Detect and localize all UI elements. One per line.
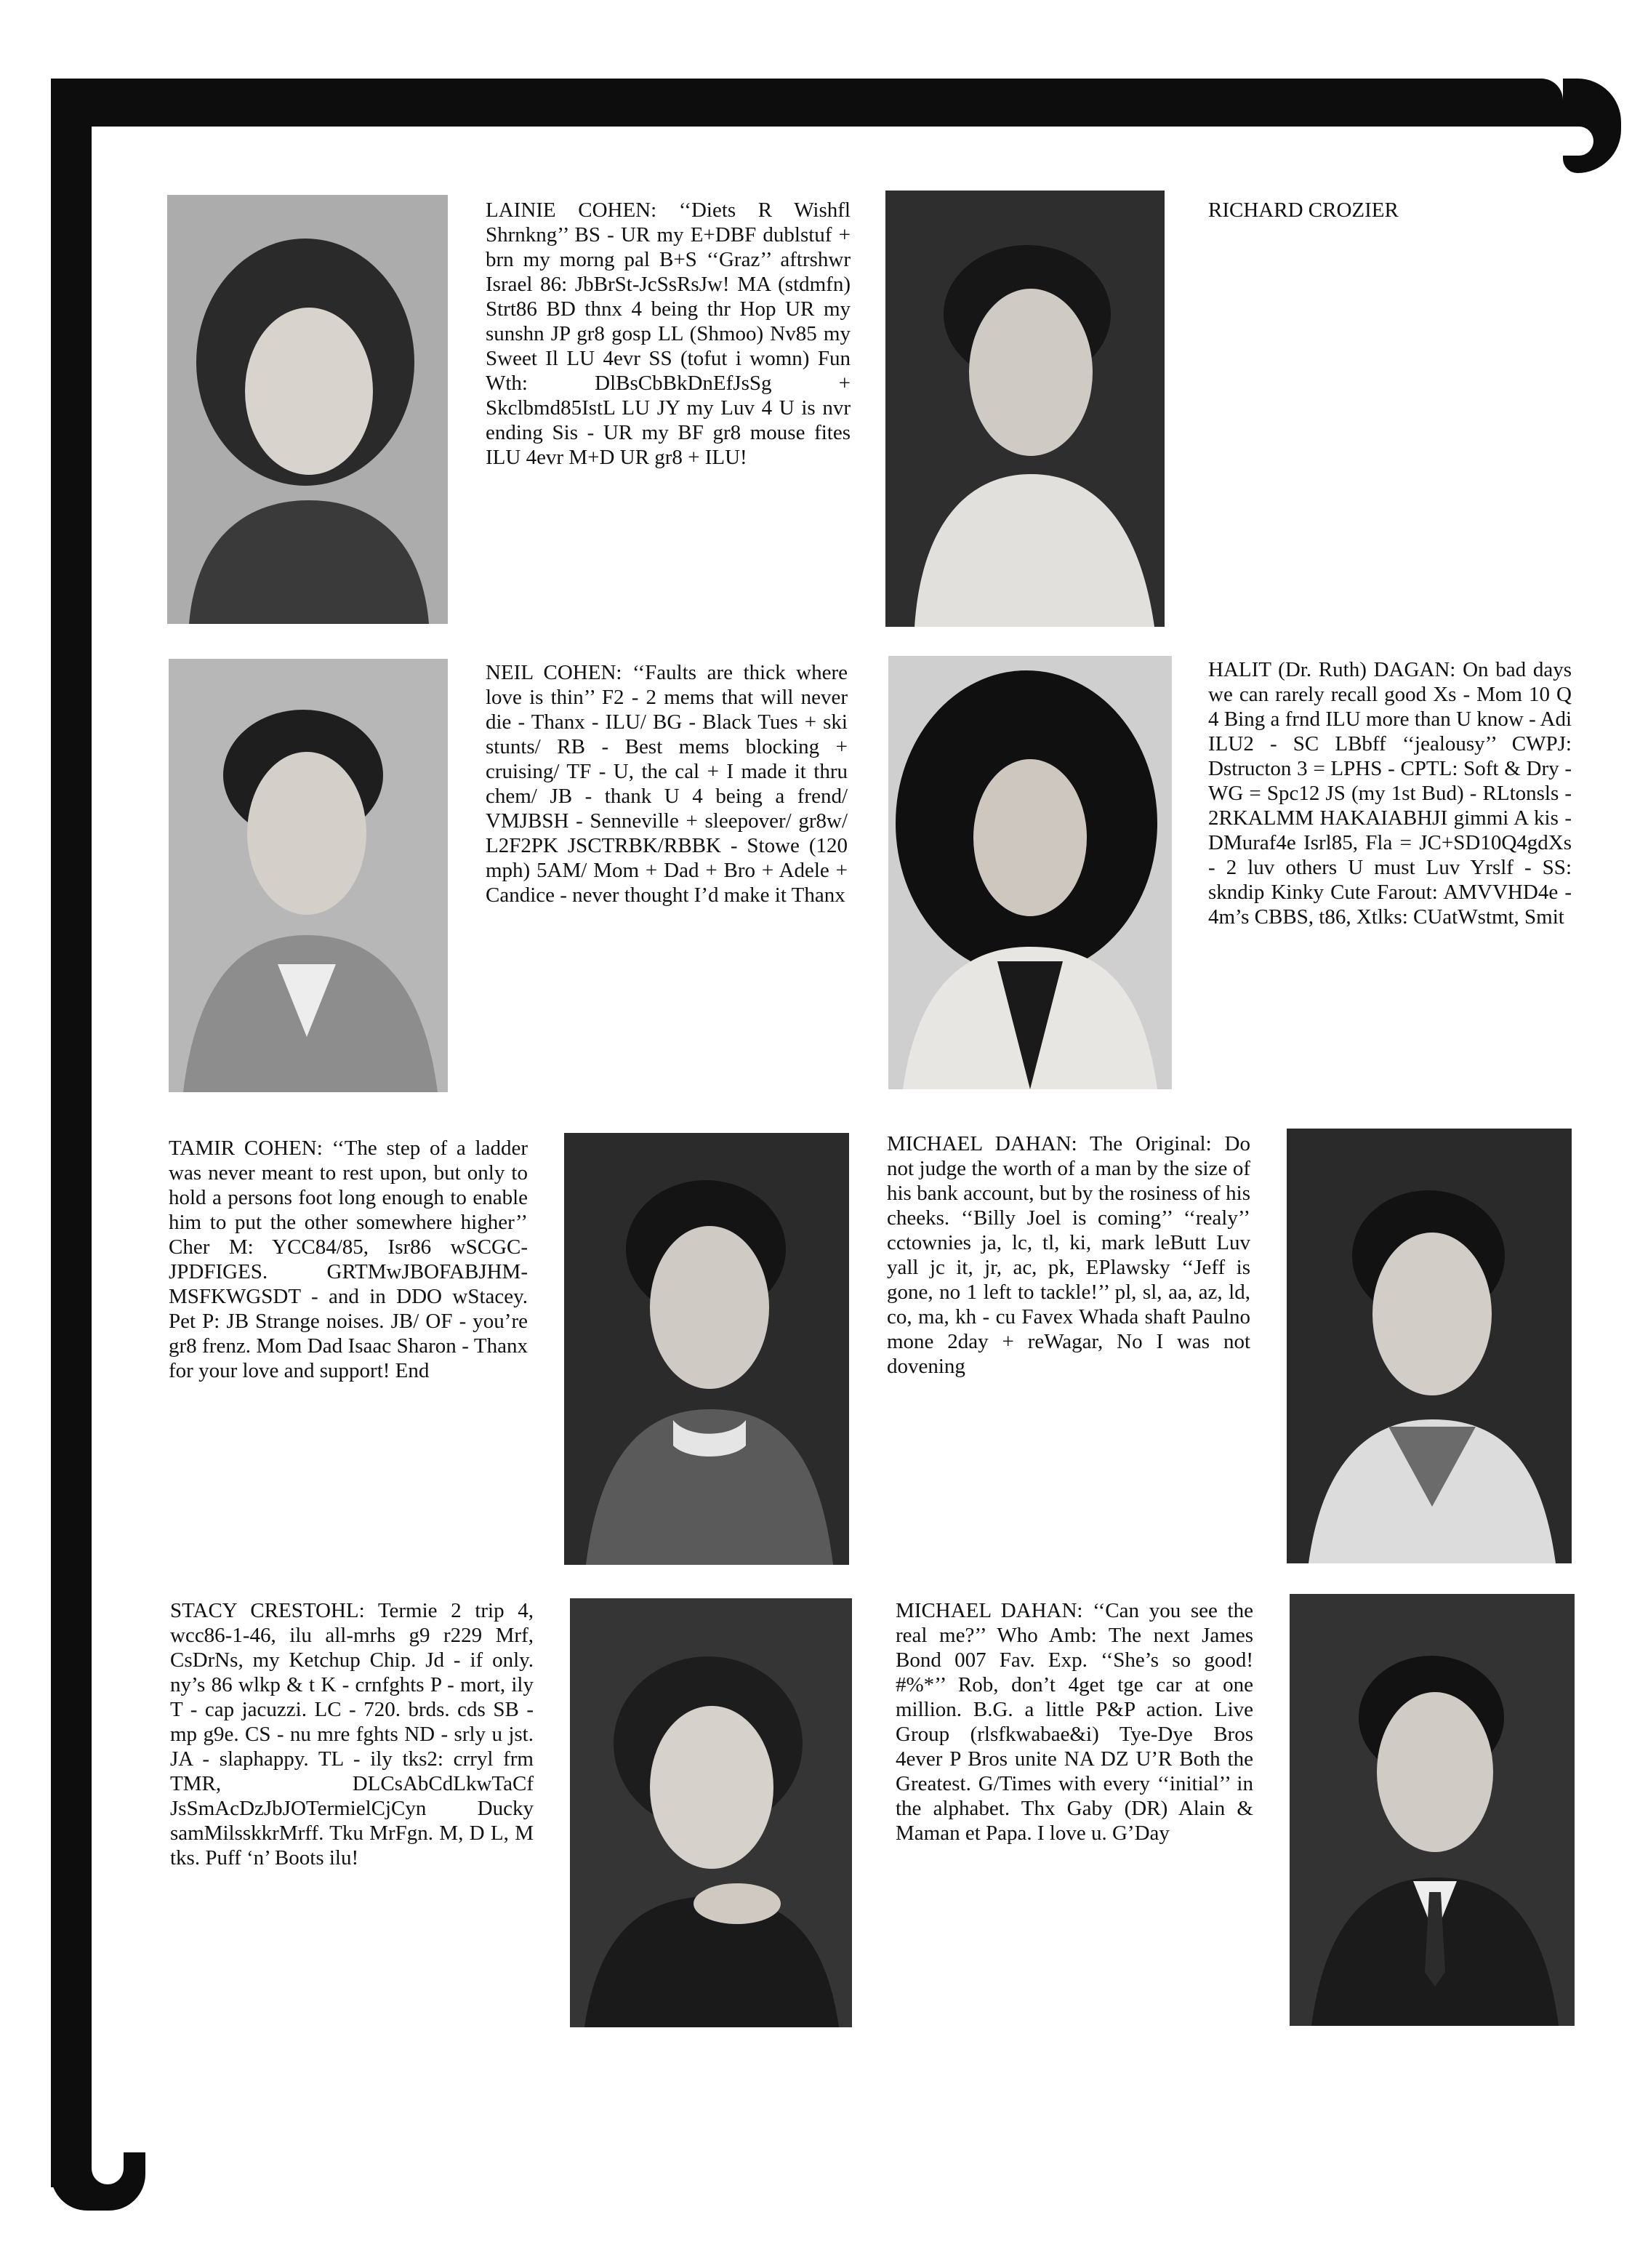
page-frame-hook-top-inner <box>1563 127 1593 156</box>
student-bio-lainie-cohen: LAINIE COHEN: ‘‘Diets R Wishfl Shrnkng’’ BS - UR my E+DBF dublstuf + brn my morng pal B+S ‘‘Graz’’ aftrshwr Israel 86: JbBrSt-JcSsRsJw! MA (stdmfn) Strt86 BD thnx 4 being thr Hop UR my sunshn JP gr8 gosp LL (Shmoo) Nv85 my Sweet Il LU 4evr SS (tofut i womn) Fun Wth: DlBsCbBkDnEfJsSg + Skclbmd85IstL LU JY my Luv 4 U is nvr ending Sis - UR my BF gr8 mouse fites ILU 4evr M+D UR gr8 + ILU! <box>486 199 851 469</box>
portrait-photo-halit-dagan <box>888 656 1172 1089</box>
portrait-photo-michael-dahan-2 <box>1290 1594 1575 2026</box>
page-frame-hook-bottom-inner <box>92 2152 124 2184</box>
student-bio-michael-dahan-2: MICHAEL DAHAN: ‘‘Can you see the real me?’’ Who Amb: The next James Bond 007 Fav. Exp. ‘‘She’s so good! #%*’’ Rob, don’t 4get tge car at one million. B.G. a little P&P action. Live Group (rlsfkwabae&i) Tye-Dye Bros 4ever P Bros unite NA DZ U’R Both the Greatest. G/Times with every ‘‘initial’’ in the alphabet. Thx Gaby (DR) Alain & Maman et Papa. I love u. G’Day <box>896 1599 1253 1845</box>
page-frame-hook-top <box>1563 79 1621 173</box>
student-bio-neil-cohen: NEIL COHEN: ‘‘Faults are thick where love is thin’’ F2 - 2 mems that will never die - Thanx - ILU/ BG - Black Tues + ski stunts/ RB - Best mems blocking + cruising/ TF - U, the cal + I made it thru chem/ JB - thank U 4 being a frend/ VMJBSH - Senneville + sleepover/ gr8w/ L2F2PK JSCTRBK/RBBK - Stowe (120 mph) 5AM/ Mom + Dad + Bro + Adele + Candice - never thought I’d make it Thanx <box>486 661 848 907</box>
portrait-photo-lainie-cohen <box>167 195 448 624</box>
portrait-photo-neil-cohen <box>169 659 448 1092</box>
student-bio-halit-dagan: HALIT (Dr. Ruth) DAGAN: On bad days we can rarely recall good Xs - Mom 10 Q 4 Bing a frnd ILU more than U know - Adi ILU2 - SC LBbff ‘‘jealousy’’ CWPJ: Dstructon 3 = LPHS - CPTL: Soft & Dry - WG = Spc12 JS (my 1st Bud) - RLtonsls - 2RKALMM HAKAIABHJI gimmi A kis - DMuraf4e Isrl85, Fla = JC+SD10Q4gdXs - 2 luv others U must Luv Yrslf - SS: skndip Kinky Cute Farout: AMVVHD4e - 4m’s CBBS, t86, Xtlks: CUatWstmt, Smit <box>1208 658 1572 929</box>
student-bio-michael-dahan-1: MICHAEL DAHAN: The Original: Do not judge the worth of a man by the size of his bank account, but by the rosiness of his cheeks. ‘‘Billy Joel is coming’’ ‘‘realy’’ cctownies ja, lc, tl, ki, mark leButt Luv yall jc it, jr, ac, pk, EPlawsky ‘‘Jeff is gone, no 1 left to tackle!’’ pl, sl, aa, az, ld, co, ma, kh - cu Favex Whada shaft Paulno mone 2day + reWagar, No I was not dovening <box>887 1132 1250 1378</box>
portrait-photo-stacy-crestohl <box>570 1598 852 2027</box>
student-bio-stacy-crestohl: STACY CRESTOHL: Termie 2 trip 4, wcc86-1-46, ilu all-mrhs g9 r229 Mrf, CsDrNs, my Ketchup Chip. Jd - if only. ny’s 86 wlkp & t K - crnfghts P - mort, ily T - cap jacuzzi. LC - 720. brds. cds SB - mp g9e. CS - nu mre fghts ND - srly u jst. JA - slaphappy. TL - ily tks2: crryl frm TMR, DLCsAbCdLkwTaCf JsSmAcDzJbJOTermielCjCyn Ducky samMilsskkrMrff. Tku MrFgn. M, D L, M tks. Puff ‘n’ Boots ilu! <box>170 1599 534 1870</box>
student-bio-richard-crozier: RICHARD CROZIER <box>1208 199 1399 222</box>
portrait-photo-richard-crozier <box>885 191 1165 627</box>
page-frame-top <box>51 79 1563 127</box>
portrait-photo-michael-dahan-1 <box>1287 1129 1572 1563</box>
page-frame-left <box>51 79 92 2187</box>
student-bio-tamir-cohen: TAMIR COHEN: ‘‘The step of a ladder was never meant to rest upon, but only to hold a persons foot long enough to enable him to put the other somewhere higher’’ Cher M: YCC84/85, Isr86 wSCGC-JPDFIGES. GRTMwJBOFABJHM-MSFKWGSDT - and in DDO wStacey. Pet P: JB Strange noises. JB/ OF - you’re gr8 frenz. Mom Dad Isaac Sharon - Thanx for your love and support! End <box>169 1137 528 1382</box>
portrait-photo-tamir-cohen <box>564 1133 849 1565</box>
